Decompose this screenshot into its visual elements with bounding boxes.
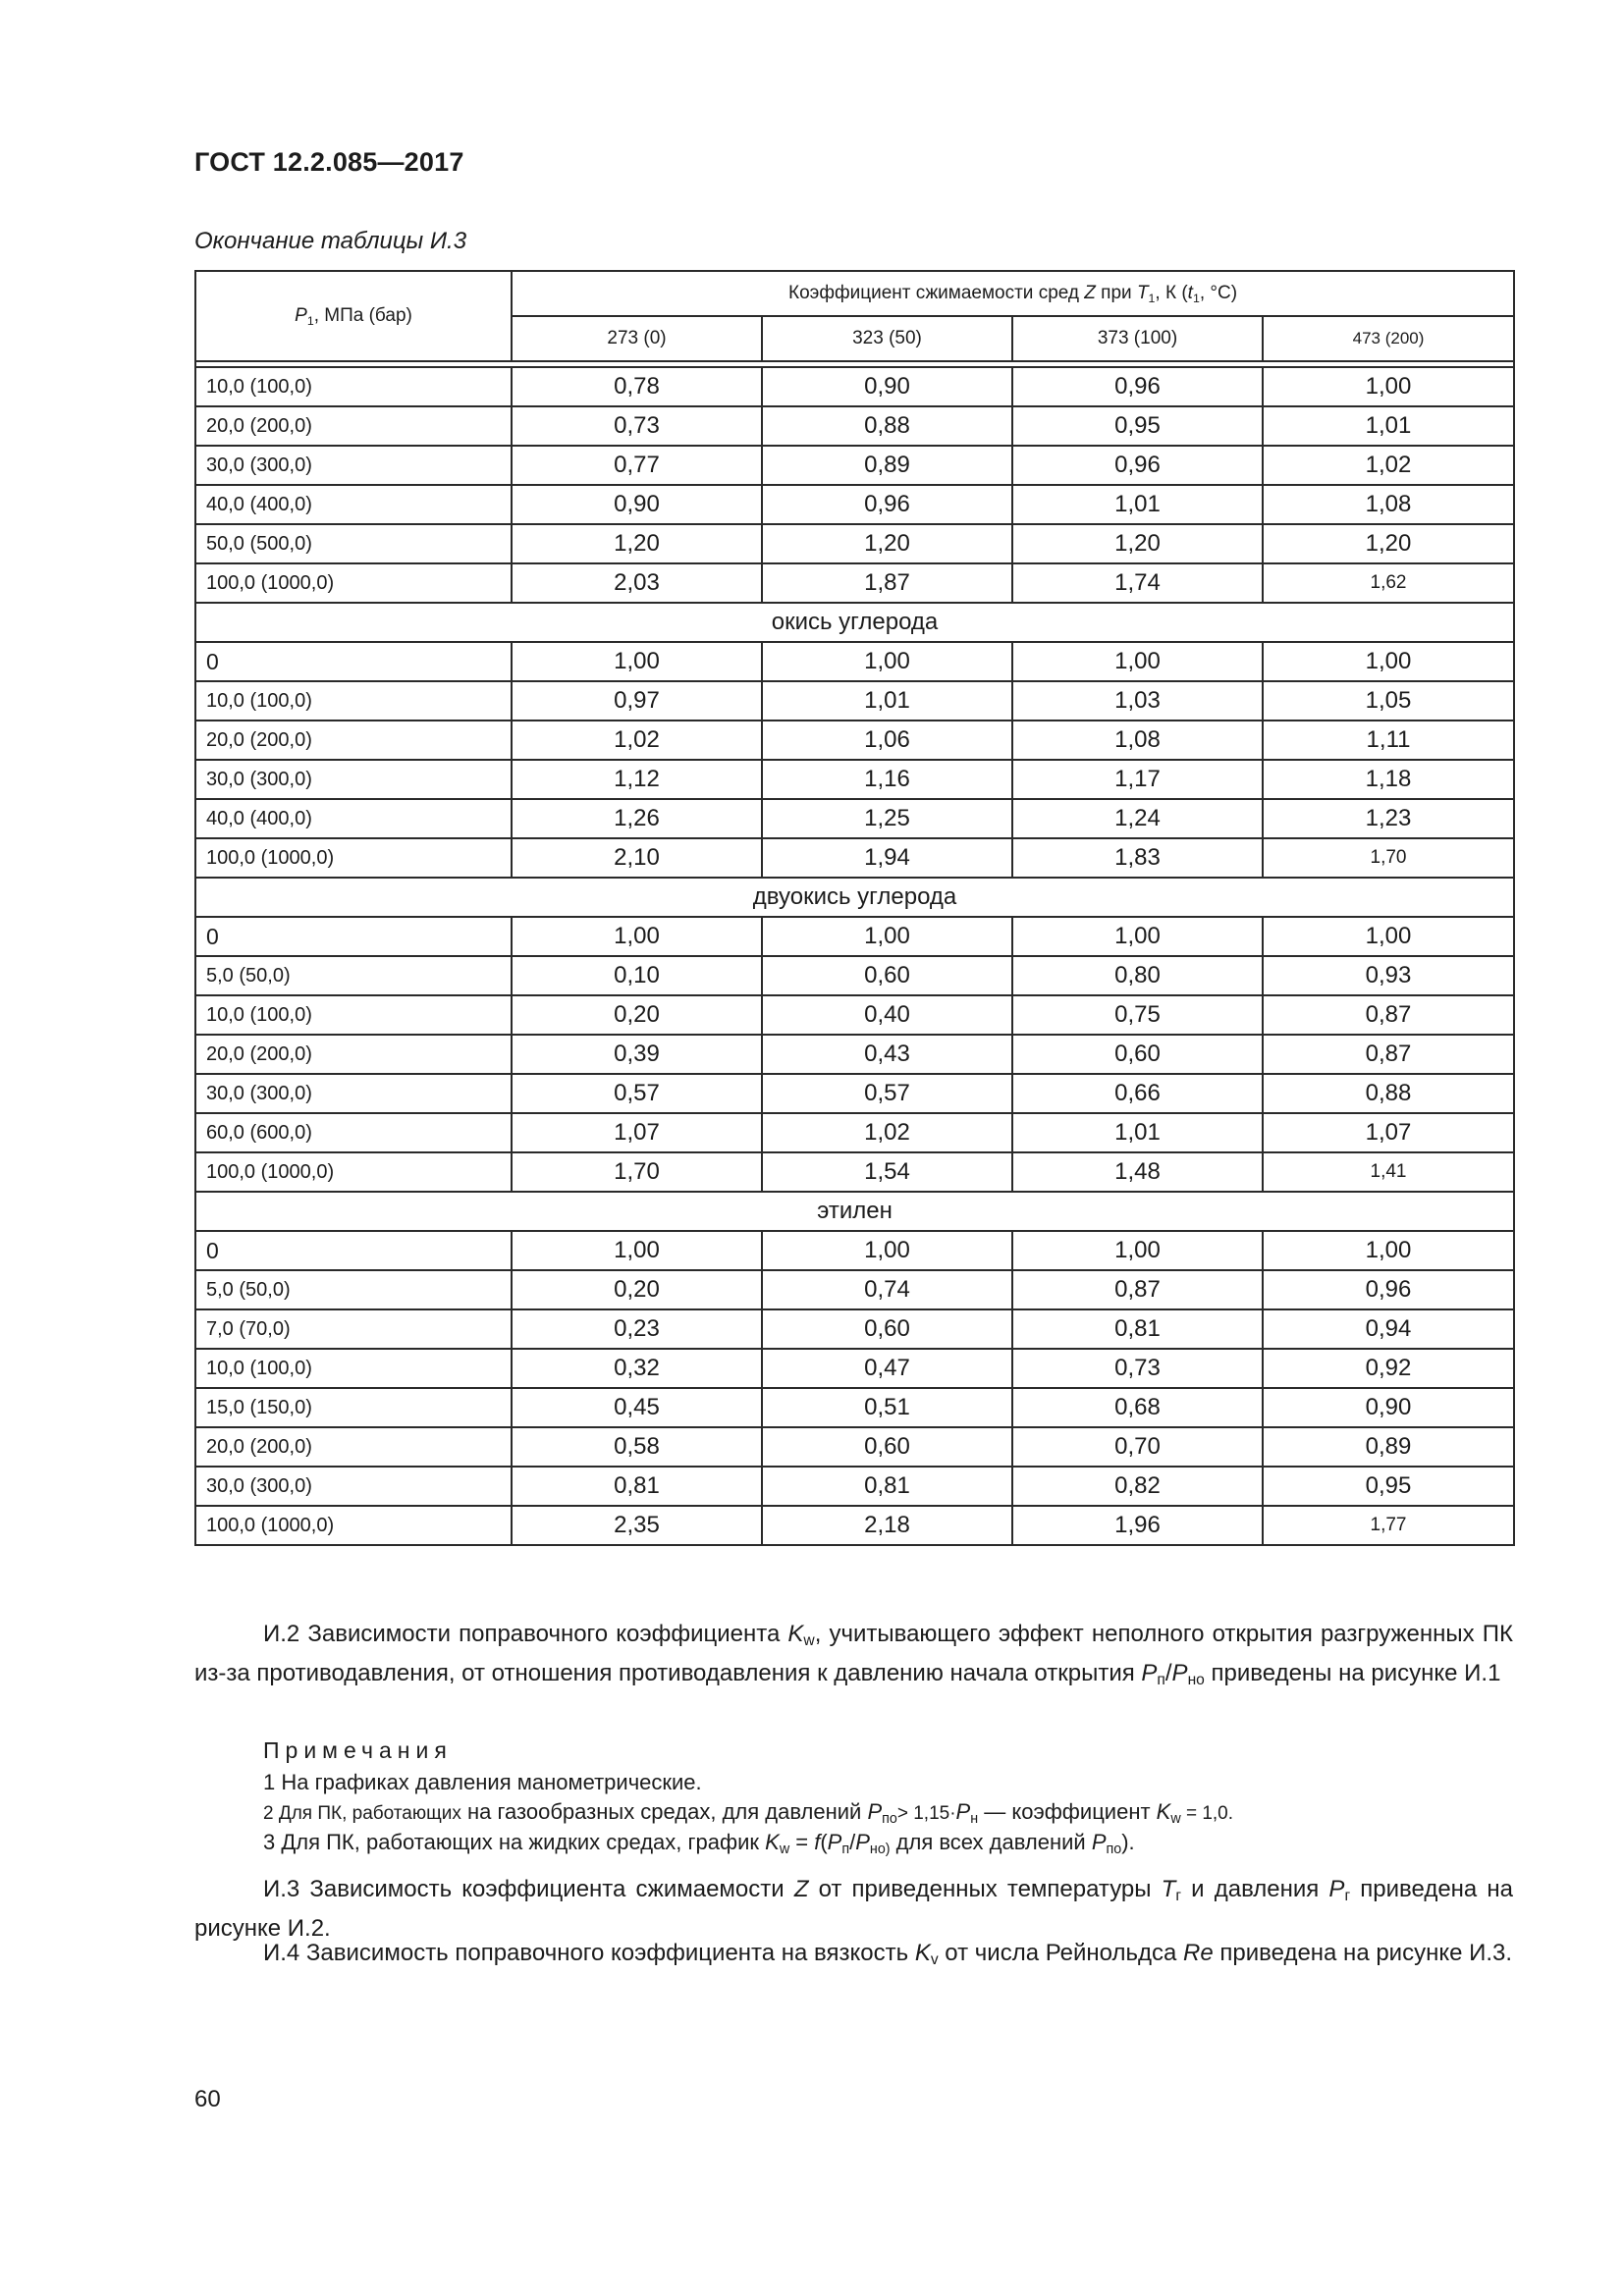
table-row [195, 524, 1514, 563]
pressure-cell: 5,0 (50,0) [195, 956, 512, 995]
z-value-cell: 1,11 [1263, 721, 1514, 760]
temp-header-323: 323 (50) [762, 316, 1012, 361]
table-row [195, 1506, 1514, 1545]
compressibility-table [194, 270, 1515, 1546]
table-row [195, 956, 1514, 995]
table-row [195, 1152, 1514, 1192]
pressure-cell: 10,0 (100,0) [195, 367, 512, 406]
z-coefficient-header: Коэффициент сжимаемости сред Z при $T_1$, К ($t_1$, °С) [512, 271, 1514, 316]
z-value-cell: 1,08 [1263, 485, 1514, 524]
pressure-cell: 20,0 (200,0) [195, 1427, 512, 1467]
z-value-cell: 1,94 [762, 838, 1012, 878]
z-value-cell: 1,20 [512, 524, 762, 563]
z-value-cell: 1,24 [1012, 799, 1263, 838]
z-value-cell: 1,23 [1263, 799, 1514, 838]
z-value-cell: 0,77 [512, 446, 762, 485]
z-value-cell: 0,74 [762, 1270, 1012, 1309]
pressure-column-header: $P_1$, МПа (бар) [195, 271, 512, 361]
z-value-cell: 0,95 [1263, 1467, 1514, 1506]
z-value-cell: 0,70 [1012, 1427, 1263, 1467]
z-value-cell: 2,35 [512, 1506, 762, 1545]
pressure-cell: 20,0 (200,0) [195, 406, 512, 446]
z-value-cell: 1,07 [512, 1113, 762, 1152]
page-number: 60 [194, 2086, 221, 2112]
z-value-cell: 1,02 [1263, 446, 1514, 485]
z-value-cell: 1,70 [1263, 838, 1514, 878]
pressure-cell: 0 [195, 917, 512, 956]
z-value-cell: 0,88 [1263, 1074, 1514, 1113]
z-value-cell: 0,81 [762, 1467, 1012, 1506]
z-value-cell: 0,66 [1012, 1074, 1263, 1113]
table-row [195, 995, 1514, 1035]
z-value-cell: 0,87 [1012, 1270, 1263, 1309]
z-value-cell: 0,78 [512, 367, 762, 406]
pressure-cell: 100,0 (1000,0) [195, 1506, 512, 1545]
z-value-cell: 0,93 [1263, 956, 1514, 995]
pressure-cell: 15,0 (150,0) [195, 1388, 512, 1427]
z-value-cell: 1,00 [762, 917, 1012, 956]
z-value-cell: 1,01 [762, 681, 1012, 721]
z-value-cell: 0,92 [1263, 1349, 1514, 1388]
z-value-cell: 1,01 [1012, 485, 1263, 524]
gas-section-label: этилен [195, 1192, 1514, 1231]
z-value-cell: 1,02 [512, 721, 762, 760]
note-1: 1 На графиках давления манометрические. [263, 1770, 702, 1794]
z-value-cell: 1,00 [1263, 917, 1514, 956]
table-row [195, 642, 1514, 681]
z-value-cell: 1,08 [1012, 721, 1263, 760]
z-value-cell: 1,87 [762, 563, 1012, 603]
pressure-cell: 100,0 (1000,0) [195, 563, 512, 603]
z-value-cell: 1,41 [1263, 1152, 1514, 1192]
z-value-cell: 1,03 [1012, 681, 1263, 721]
z-value-cell: 1,20 [1263, 524, 1514, 563]
temp-header-273: 273 (0) [512, 316, 762, 361]
z-value-cell: 0,45 [512, 1388, 762, 1427]
z-value-cell: 0,73 [512, 406, 762, 446]
table-row [195, 1388, 1514, 1427]
z-value-cell: 1,25 [762, 799, 1012, 838]
z-value-cell: 0,32 [512, 1349, 762, 1388]
z-value-cell: 1,26 [512, 799, 762, 838]
z-value-cell: 0,89 [1263, 1427, 1514, 1467]
pressure-cell: 7,0 (70,0) [195, 1309, 512, 1349]
table-row [195, 681, 1514, 721]
z-value-cell: 2,03 [512, 563, 762, 603]
table-row [195, 838, 1514, 878]
z-value-cell: 0,60 [762, 1309, 1012, 1349]
z-value-cell: 0,89 [762, 446, 1012, 485]
gas-section-label: двуокись углерода [195, 878, 1514, 917]
pressure-cell: 20,0 (200,0) [195, 1035, 512, 1074]
table-row [195, 406, 1514, 446]
z-value-cell: 0,60 [762, 1427, 1012, 1467]
z-value-cell: 0,73 [1012, 1349, 1263, 1388]
table-row [195, 799, 1514, 838]
z-value-cell: 1,74 [1012, 563, 1263, 603]
z-value-cell: 0,20 [512, 1270, 762, 1309]
pressure-cell: 100,0 (1000,0) [195, 1152, 512, 1192]
table-row [195, 1074, 1514, 1113]
paragraph-i3: И.3 Зависимость коэффициента сжимаемости Z от приведенных температуры $T_г$ и давления $P_г$ приведена на рисунке И.2. [194, 1876, 1514, 1942]
table-caption: Окончание таблицы И.3 [194, 228, 467, 254]
z-value-cell: 0,68 [1012, 1388, 1263, 1427]
z-value-cell: 1,16 [762, 760, 1012, 799]
pressure-cell: 60,0 (600,0) [195, 1113, 512, 1152]
z-value-cell: 0,23 [512, 1309, 762, 1349]
pressure-cell: 100,0 (1000,0) [195, 838, 512, 878]
z-value-cell: 1,18 [1263, 760, 1514, 799]
document-header: ГОСТ 12.2.085—2017 [194, 147, 464, 177]
table-row [195, 760, 1514, 799]
z-value-cell: 0,96 [1012, 367, 1263, 406]
pressure-cell: 30,0 (300,0) [195, 760, 512, 799]
table-row [195, 1309, 1514, 1349]
z-value-cell: 0,82 [1012, 1467, 1263, 1506]
z-value-cell: 1,01 [1263, 406, 1514, 446]
z-value-cell: 0,39 [512, 1035, 762, 1074]
pressure-cell: 20,0 (200,0) [195, 721, 512, 760]
z-value-cell: 1,00 [512, 642, 762, 681]
z-value-cell: 0,90 [512, 485, 762, 524]
z-value-cell: 1,00 [1263, 367, 1514, 406]
z-value-cell: 1,20 [762, 524, 1012, 563]
pressure-cell: 0 [195, 1231, 512, 1270]
pressure-cell: 40,0 (400,0) [195, 799, 512, 838]
table-row [195, 563, 1514, 603]
table-row [195, 446, 1514, 485]
pressure-cell: 30,0 (300,0) [195, 1467, 512, 1506]
z-value-cell: 1,00 [1012, 1231, 1263, 1270]
z-value-cell: 0,87 [1263, 995, 1514, 1035]
z-value-cell: 0,87 [1263, 1035, 1514, 1074]
z-value-cell: 1,12 [512, 760, 762, 799]
pressure-cell: 40,0 (400,0) [195, 485, 512, 524]
z-value-cell: 1,00 [1263, 1231, 1514, 1270]
z-value-cell: 1,07 [1263, 1113, 1514, 1152]
pressure-cell: 50,0 (500,0) [195, 524, 512, 563]
z-value-cell: 1,62 [1263, 563, 1514, 603]
temp-header-473: 473 (200) [1263, 316, 1514, 361]
table-row [195, 1231, 1514, 1270]
note-2: 2 Для ПК, работающих на газообразных средах, для давлений $P_{по}> 1,15\cdot P_н$ — коэффициент $K_w = 1,0$. [263, 1799, 1234, 1827]
pressure-cell: 10,0 (100,0) [195, 1349, 512, 1388]
z-value-cell: 1,00 [762, 1231, 1012, 1270]
gas-section-row [195, 603, 1514, 642]
z-value-cell: 0,90 [762, 367, 1012, 406]
paragraph-i4: И.4 Зависимость поправочного коэффициента на вязкость $K_v$ от числа Рейнольдса Re приведена на рисунке И.3. [263, 1940, 1513, 1968]
z-value-cell: 1,01 [1012, 1113, 1263, 1152]
z-value-cell: 0,57 [762, 1074, 1012, 1113]
z-value-cell: 0,96 [762, 485, 1012, 524]
z-value-cell: 0,81 [512, 1467, 762, 1506]
z-value-cell: 1,00 [512, 917, 762, 956]
z-value-cell: 0,57 [512, 1074, 762, 1113]
z-value-cell: 0,96 [1263, 1270, 1514, 1309]
z-value-cell: 1,00 [512, 1231, 762, 1270]
table-row [195, 1113, 1514, 1152]
table-row [195, 485, 1514, 524]
z-value-cell: 0,88 [762, 406, 1012, 446]
z-value-cell: 1,54 [762, 1152, 1012, 1192]
z-value-cell: 0,58 [512, 1427, 762, 1467]
z-value-cell: 0,20 [512, 995, 762, 1035]
z-value-cell: 0,81 [1012, 1309, 1263, 1349]
z-value-cell: 0,60 [1012, 1035, 1263, 1074]
pressure-cell: 30,0 (300,0) [195, 1074, 512, 1113]
gas-section-label: окись углерода [195, 603, 1514, 642]
z-value-cell: 1,70 [512, 1152, 762, 1192]
table-row [195, 1270, 1514, 1309]
temp-header-373: 373 (100) [1012, 316, 1263, 361]
z-value-cell: 0,60 [762, 956, 1012, 995]
table-row [195, 1427, 1514, 1467]
z-value-cell: 1,20 [1012, 524, 1263, 563]
z-value-cell: 0,10 [512, 956, 762, 995]
z-value-cell: 1,48 [1012, 1152, 1263, 1192]
z-value-cell: 0,51 [762, 1388, 1012, 1427]
z-value-cell: 2,18 [762, 1506, 1012, 1545]
pressure-cell: 10,0 (100,0) [195, 995, 512, 1035]
table-row [195, 917, 1514, 956]
pressure-cell: 5,0 (50,0) [195, 1270, 512, 1309]
z-value-cell: 1,96 [1012, 1506, 1263, 1545]
z-value-cell: 1,00 [1263, 642, 1514, 681]
z-value-cell: 0,47 [762, 1349, 1012, 1388]
z-value-cell: 1,06 [762, 721, 1012, 760]
table-row [195, 721, 1514, 760]
z-value-cell: 1,17 [1012, 760, 1263, 799]
z-value-cell: 1,83 [1012, 838, 1263, 878]
table-body [195, 361, 1514, 1545]
z-value-cell: 2,10 [512, 838, 762, 878]
z-value-cell: 1,05 [1263, 681, 1514, 721]
paragraph-i2: И.2 Зависимости поправочного коэффициента $K_w$, учитывающего эффект неполного открытия разгруженных ПК из-за противодавления, от отношения противодавления к давлению начала открытия $P_п/P_{но}$ приведены на рисунке И.1 [194, 1621, 1513, 1688]
z-value-cell: 0,90 [1263, 1388, 1514, 1427]
z-value-cell: 0,80 [1012, 956, 1263, 995]
z-value-cell: 0,40 [762, 995, 1012, 1035]
table-row [195, 1467, 1514, 1506]
z-value-cell: 1,02 [762, 1113, 1012, 1152]
notes-title: Примечания [263, 1737, 453, 1763]
pressure-cell: 30,0 (300,0) [195, 446, 512, 485]
table-row [195, 1035, 1514, 1074]
z-value-cell: 1,00 [1012, 917, 1263, 956]
note-3: 3 Для ПК, работающих на жидких средах, график $K_w = f(P_п/P_{но)}$ для всех давлений $P_{по}$). [263, 1830, 1135, 1857]
table-row [195, 1349, 1514, 1388]
z-value-cell: 0,97 [512, 681, 762, 721]
pressure-cell: 0 [195, 642, 512, 681]
z-value-cell: 1,77 [1263, 1506, 1514, 1545]
z-value-cell: 0,94 [1263, 1309, 1514, 1349]
z-value-cell: 0,75 [1012, 995, 1263, 1035]
z-value-cell: 0,95 [1012, 406, 1263, 446]
gas-section-row [195, 878, 1514, 917]
z-value-cell: 0,43 [762, 1035, 1012, 1074]
pressure-cell: 10,0 (100,0) [195, 681, 512, 721]
z-value-cell: 0,96 [1012, 446, 1263, 485]
z-value-cell: 1,00 [762, 642, 1012, 681]
z-value-cell: 1,00 [1012, 642, 1263, 681]
table-row [195, 367, 1514, 406]
gas-section-row [195, 1192, 1514, 1231]
